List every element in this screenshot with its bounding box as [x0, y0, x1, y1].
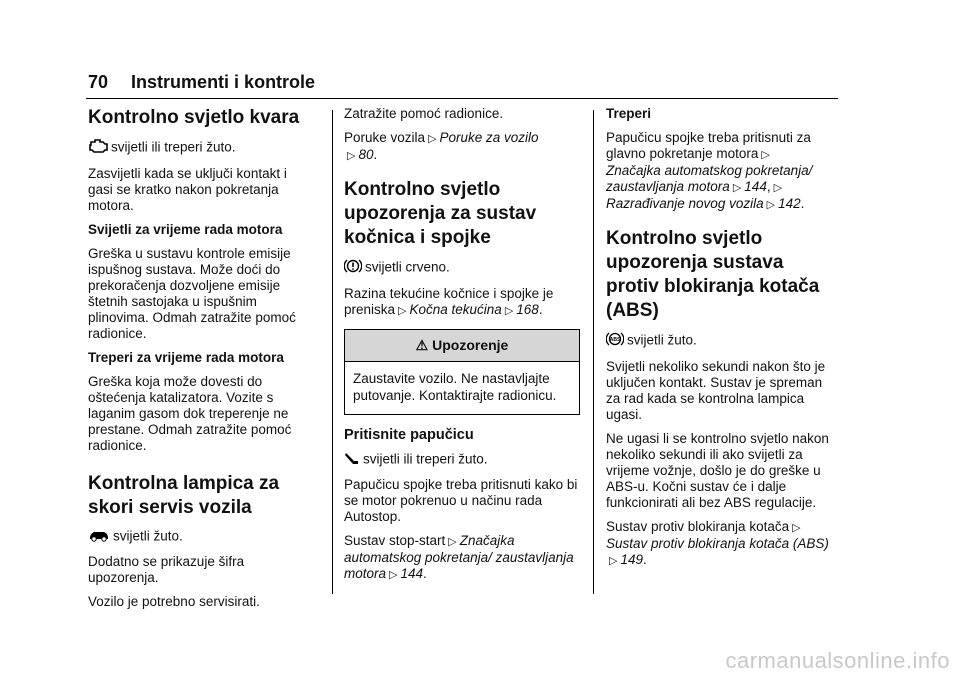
brake-warning-icon [344, 258, 362, 278]
cross-reference-link[interactable]: Značajka automatskog pokretanja/ zaustavljanja motora [344, 533, 574, 581]
reference-triangle-icon: ▷ [428, 133, 437, 145]
icon-line: svijetli ili treperi žuto. [344, 451, 580, 469]
warning-body: Zaustavite vozilo. Ne nastavljajte putovanje. Kontaktirajte radionicu. [353, 371, 557, 403]
icon-line: ABS svijetli žuto. [606, 331, 840, 351]
svg-text:ABS: ABS [609, 337, 621, 343]
section-title: Kontrolno svjetlo kvara [88, 107, 300, 128]
page-ref-icon: ▷ [609, 555, 618, 567]
icon-line: svijetli crveno. [344, 258, 580, 278]
warning-triangle-icon: ⚠ [415, 337, 429, 353]
cross-reference-link[interactable]: Značajka automatskog pokretanja/ zaustavljanja motora [606, 163, 813, 194]
icon-line: svijetli ili treperi žuto. [88, 138, 310, 158]
section-title: Kontrolno svjetlo upozorenja za sustav kočnica i spojke [344, 179, 537, 248]
page-ref-icon: ▷ [347, 150, 356, 162]
page-header [88, 72, 315, 93]
abs-icon [606, 331, 624, 351]
section-title: Kontrolno svjetlo upozorenja sustava protiv blokiranja kotača (ABS) [606, 228, 820, 321]
cross-reference-link[interactable]: Razrađivanje novog vozila [606, 196, 764, 211]
column-divider [593, 110, 594, 594]
warning-box [344, 329, 580, 415]
page-number: 70 [88, 72, 109, 92]
page-ref-icon: ▷ [766, 199, 776, 211]
page-ref-icon: ▷ [732, 182, 742, 194]
engine-icon [88, 138, 108, 158]
page-ref-icon: ▷ [389, 569, 398, 581]
reference-triangle-icon: ▷ [448, 536, 457, 548]
column-2: Zatražite pomoć radionice. Poruke vozila ▷ Poruke za vozilo ▷ 80. Kontrolno svjetlo upozorenja za sustav kočnica i spojke svijetli crveno. Razina tekućine kočnice i spojke je preniska ▷ Kočna tekućina ▷ 168. ⚠ Upozorenje Zaustavite vozilo. Ne nastavljajte putovanje. Kontaktirajte radionicu. Pritisnite papučicu svijetli ili treperi žuto. Papučicu spojke treba pritisnuti kako bi se motor pokrenuo u načinu rada Autostop. Sustav stop-start ▷ Značajka automatskog pokretanja/ zaustavljanja motora ▷ 144. [344, 106, 580, 591]
clutch-pedal-icon [344, 451, 360, 469]
column-3: Treperi Papučicu spojke treba pritisnuti za glavno pokretanje motora ▷ Značajka automatskog pokretanja/ zaustavljanja motora ▷ 144, ▷ Razrađivanje novog vozila ▷ 142. Kontrolno svjetlo upozorenja sustava protiv blokiranja kotača (ABS) ABS svijetli žuto. Svijetli nekoliko sekundi nakon što je uključen kontakt. Sustav je spreman za rad kada se kontrolna lampica ugasi. Ne ugasi li se kontrolno svjetlo nakon nekoliko sekundi ili ako svijetli za vrijeme vožnje, došlo je do greške u ABS-u. Kočni sustav će i dalje funkcionirati ali bez ABS regulacije. Sustav protiv blokiranja kotača ▷ Sustav protiv blokiranja kotača (ABS)▷ 149. [606, 106, 840, 577]
column-divider [332, 110, 333, 594]
icon-line: svijetli žuto. [88, 528, 310, 546]
reference-triangle-icon: ▷ [398, 305, 407, 317]
page-ref-icon: ▷ [504, 305, 514, 317]
subsection-title: Pritisnite papučicu [344, 427, 474, 443]
chapter-title: Instrumenti i kontrole [131, 72, 316, 92]
reference-triangle-icon: ▷ [792, 522, 801, 534]
header-rule [86, 98, 838, 99]
warning-header: ⚠ Upozorenje [345, 330, 579, 362]
cross-reference-link[interactable]: Poruke za vozilo [439, 130, 539, 145]
watermark: carmanualsonline.info [725, 648, 950, 673]
section-title: Kontrolna lampica za skori servis vozila [88, 473, 280, 518]
cross-reference-link[interactable]: Kočna tekućina [409, 302, 502, 317]
service-vehicle-icon [88, 528, 110, 546]
cross-reference-link[interactable]: Sustav protiv blokiranja kotača (ABS) [606, 536, 829, 551]
column-1: Kontrolno svjetlo kvara svijetli ili treperi žuto. Zasvijetli kada se uključi kontakt i gasi se kratko nakon pokretanja motora. Svijetli za vrijeme rada motora Greška u sustavu kontrole emisije ispušnog sustava. Može doći do prekoračenja dozvoljene emisije štetnih sastojaka u ispušnim plinovima. Odmah zatražite pomoć radionice. Treperi za vrijeme rada motora Greška koja može dovesti do oštećenja katalizatora. Vozite s laganim gasom dok treperenje ne prestane. Odmah zatražite pomoć radionice. Kontrolna lampica za skori servis vozila svijetli žuto. Dodatno se prikazuje šifra upozorenja. Vozilo je potrebno servisirati. [88, 106, 310, 618]
reference-triangle-icon: ▷ [773, 182, 783, 194]
reference-triangle-icon: ▷ [761, 149, 770, 161]
